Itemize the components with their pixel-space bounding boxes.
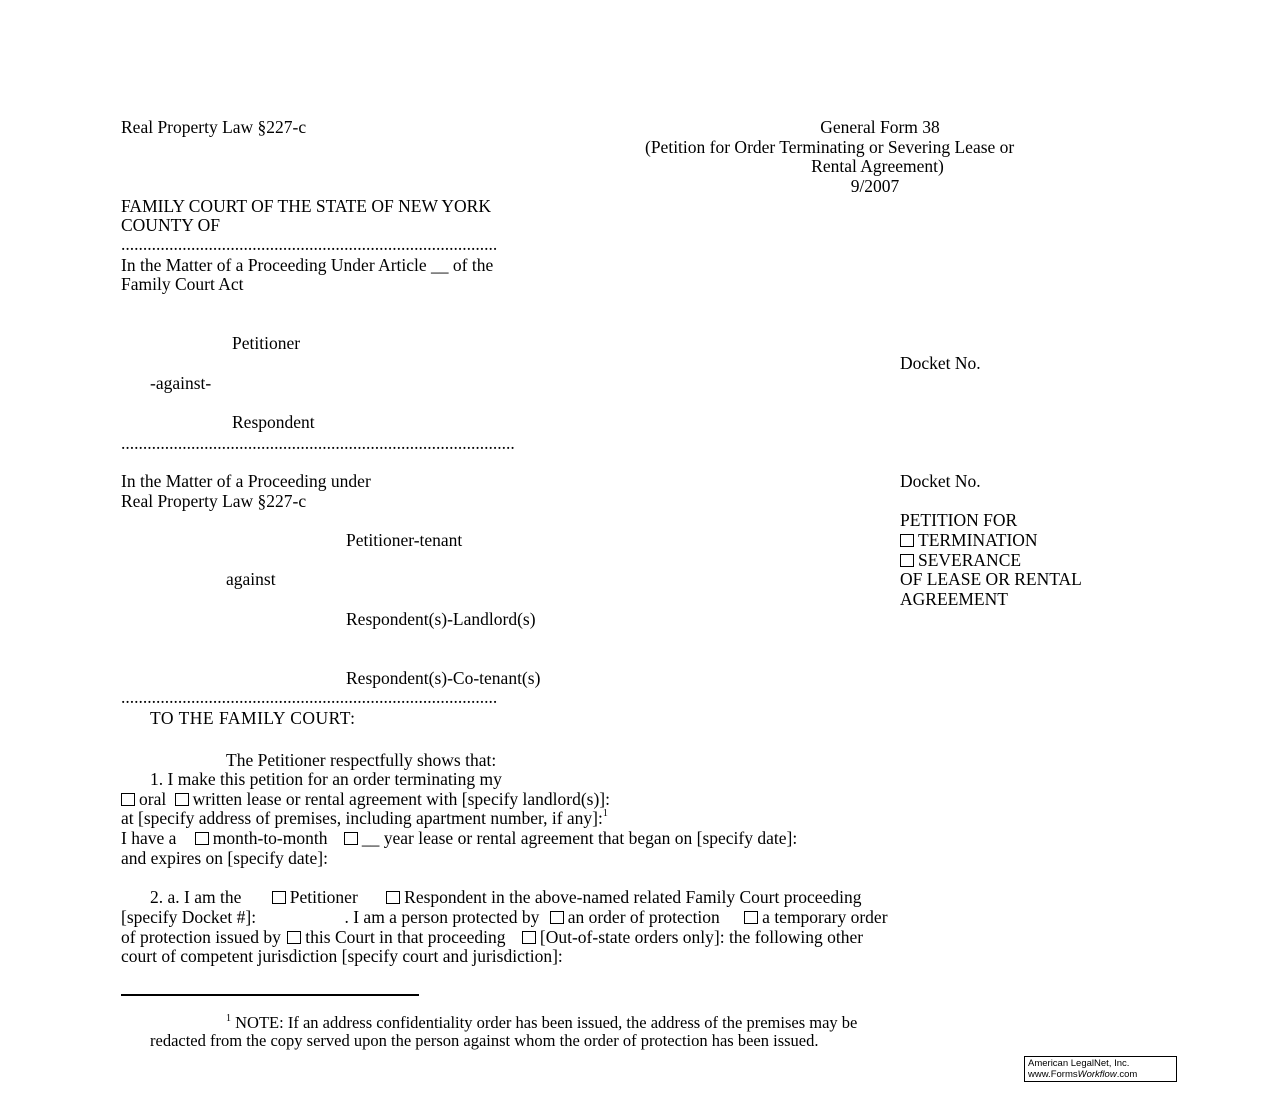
caption2-docket: Docket No. — [900, 471, 981, 491]
caption2-respondent-cotenant: Respondent(s)-Co-tenant(s) — [346, 668, 541, 688]
docket-number-label: [specify Docket #]: — [121, 907, 257, 927]
petitioner-checkbox[interactable] — [272, 891, 286, 904]
year-lease-label: __ year lease or rental agreement that began on [specify date]: — [361, 828, 798, 848]
caption1-docket: Docket No. — [900, 353, 981, 373]
form-subtitle-2: Rental Agreement) — [811, 156, 944, 176]
caption2-matter-line2: Real Property Law §227-c — [121, 491, 307, 511]
footnote-text-1: NOTE: If an address confidentiality order has been issued, the address of the premises may be — [231, 1013, 858, 1032]
caption1-matter-line2: Family Court Act — [121, 274, 244, 294]
this-court-label: this Court in that proceeding — [305, 927, 506, 947]
written-label: written lease or rental agreement with [specify landlord(s)]: — [192, 789, 610, 809]
county-label: COUNTY OF — [121, 215, 221, 235]
termination-option — [900, 530, 1038, 550]
footnote-marker: 1 — [226, 1013, 231, 1024]
separator-dots: ...................................................................................... — [121, 687, 498, 707]
paragraph-2a-line2 — [121, 907, 888, 927]
have-a-label: I have a — [121, 828, 177, 848]
paragraph-2a-line1 — [150, 887, 861, 907]
caption1-respondent: Respondent — [232, 412, 315, 432]
paragraph-1-lease-type — [121, 789, 610, 809]
oral-label: oral — [139, 789, 167, 809]
address-label: at [specify address of premises, including apartment number, if any]: — [121, 808, 603, 828]
logo-url-part3: .com — [1116, 1069, 1138, 1080]
statute-ref: Real Property Law §227-c — [121, 117, 307, 137]
month-to-month-label: month-to-month — [212, 828, 328, 848]
termination-checkbox[interactable] — [900, 534, 914, 547]
intro-statement: The Petitioner respectfully shows that: — [226, 750, 497, 770]
form-title: General Form 38 — [820, 117, 940, 137]
caption1-petitioner: Petitioner — [232, 333, 301, 353]
court-name: FAMILY COURT OF THE STATE OF NEW YORK — [121, 196, 491, 216]
this-court-checkbox[interactable] — [287, 931, 301, 944]
logo-line1: American LegalNet, Inc. — [1028, 1058, 1130, 1069]
severance-option — [900, 550, 1021, 570]
p2a-label: 2. a. I am the — [150, 887, 242, 907]
form-date: 9/2007 — [850, 176, 900, 196]
separator-dots: ...................................................................................... — [121, 234, 498, 254]
severance-checkbox[interactable] — [900, 554, 914, 567]
year-lease-checkbox[interactable] — [344, 832, 358, 845]
order-of-protection-label: an order of protection — [567, 907, 720, 927]
caption2-petitioner-tenant: Petitioner-tenant — [346, 530, 463, 550]
logo-url-part2: Workflow — [1077, 1069, 1117, 1080]
petition-for-label: PETITION FOR — [900, 510, 1018, 530]
order-of-protection-checkbox[interactable] — [550, 911, 564, 924]
issued-by-label: of protection issued by — [121, 927, 281, 947]
protected-person-label: . I am a person protected by — [344, 907, 540, 927]
logo-line2 — [1028, 1069, 1173, 1080]
petitioner-label: Petitioner — [289, 887, 358, 907]
oral-checkbox[interactable] — [121, 793, 135, 806]
out-of-state-label: [Out-of-state orders only]: the following other — [539, 927, 864, 947]
paragraph-1-expires: and expires on [specify date]: — [121, 848, 329, 868]
to-family-court: TO THE FAMILY COURT: — [150, 708, 356, 728]
paragraph-1-term — [121, 828, 797, 848]
termination-label: TERMINATION — [918, 530, 1038, 550]
footnote-line1 — [226, 1013, 857, 1033]
out-of-state-checkbox[interactable] — [522, 931, 536, 944]
caption2-against: against — [226, 569, 276, 589]
paragraph-1-address — [121, 808, 608, 828]
written-checkbox[interactable] — [175, 793, 189, 806]
respondent-checkbox[interactable] — [386, 891, 400, 904]
month-to-month-checkbox[interactable] — [195, 832, 209, 845]
agreement-label: AGREEMENT — [900, 589, 1008, 609]
caption2-respondent-landlord: Respondent(s)-Landlord(s) — [346, 609, 536, 629]
caption1-against: -against- — [150, 373, 212, 393]
american-legalnet-logo — [1024, 1056, 1177, 1082]
form-subtitle-1: (Petition for Order Terminating or Severing Lease or — [645, 137, 1015, 157]
footnote-ref: 1 — [602, 808, 608, 819]
temporary-order-label: a temporary order — [762, 907, 888, 927]
respondent-label: Respondent in the above-named related Family Court proceeding — [404, 887, 862, 907]
temporary-order-checkbox[interactable] — [744, 911, 758, 924]
severance-label: SEVERANCE — [918, 550, 1022, 570]
paragraph-2a-line3 — [121, 927, 863, 947]
separator-dots: .......................................................................................... — [121, 433, 515, 453]
logo-url-part1: www.Forms — [1028, 1069, 1078, 1080]
of-lease-label: OF LEASE OR RENTAL — [900, 569, 1082, 589]
paragraph-1-line1: 1. I make this petition for an order terminating my — [150, 769, 502, 789]
footnote-divider — [121, 994, 419, 996]
footnote-line2: redacted from the copy served upon the person against whom the order of protection has been issued. — [150, 1031, 819, 1050]
caption2-matter-line1: In the Matter of a Proceeding under — [121, 471, 371, 491]
caption1-matter-line1: In the Matter of a Proceeding Under Article __ of the — [121, 255, 494, 275]
paragraph-2a-line4: court of competent jurisdiction [specify court and jurisdiction]: — [121, 946, 563, 966]
